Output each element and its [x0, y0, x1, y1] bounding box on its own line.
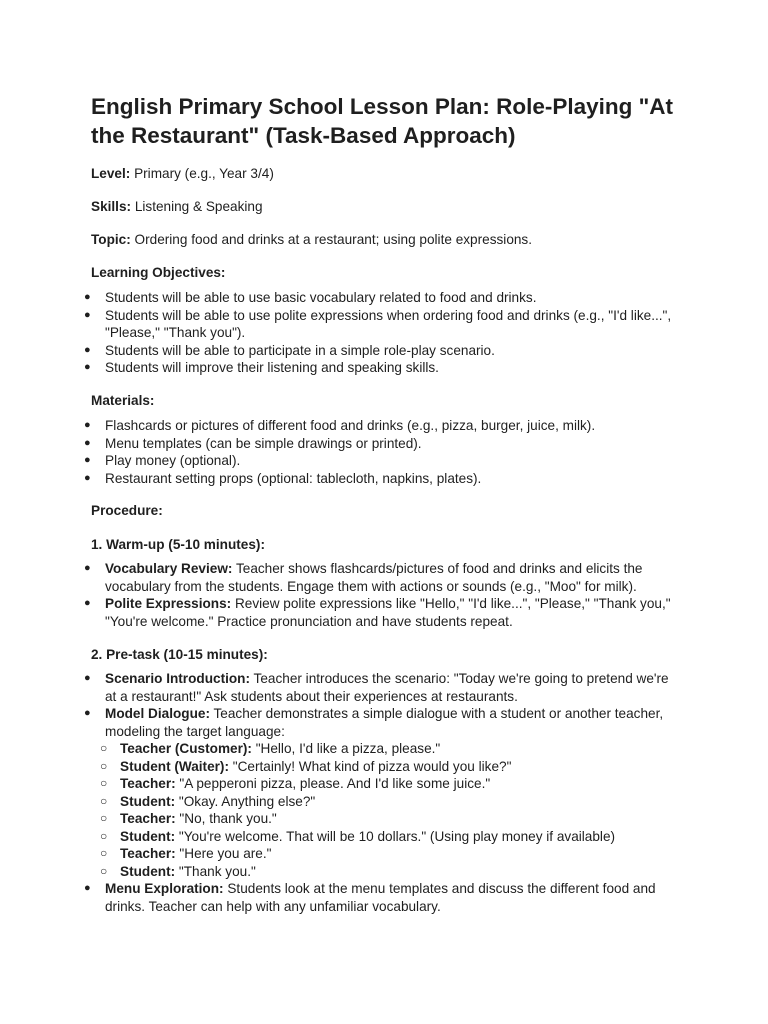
bullet-icon: ● [84, 707, 91, 719]
materials-heading: Materials: [91, 393, 155, 408]
list-item [0, 435, 680, 453]
level-value: Primary (e.g., Year 3/4) [130, 166, 274, 181]
circle-bullet-icon: ○ [100, 863, 108, 878]
bullet-icon: ● [84, 361, 91, 373]
bullet-icon: ● [84, 471, 91, 484]
warmup-heading: 1. Warm-up (5-10 minutes): [91, 537, 265, 552]
dialogue-text: "Certainly! What kind of pizza would you like?" [229, 758, 512, 774]
dialogue-text: "Here you are." [175, 846, 272, 861]
item-label: Menu Exploration: [105, 881, 224, 896]
list-item [0, 670, 680, 705]
item-text: Teacher shows flashcards/pictures of food and drinks and elicits the vocabulary from the students. Engage them with actions or sounds (e.g., "Moo" for milk). [105, 561, 643, 594]
dialogue-text: "A pepperoni pizza, please. And I'd like some juice." [175, 776, 491, 791]
list-item [0, 359, 680, 377]
objective-text: Students will be able to use polite expressions when ordering food and drinks (e.g., "I'd like...", "Please," "Thank you"). [105, 307, 672, 340]
item-label: Vocabulary Review: [105, 561, 233, 576]
topic-label: Topic: [91, 232, 131, 247]
dialogue-text: "Thank you." [175, 863, 256, 879]
bullet-icon: ● [84, 454, 91, 466]
circle-bullet-icon: ○ [100, 846, 108, 860]
dialogue-line [0, 845, 680, 863]
objectives-heading: Learning Objectives: [91, 265, 226, 280]
speaker-label: Teacher (Customer): [120, 741, 252, 756]
dialogue-text: "You're welcome. That will be 10 dollars." (Using play money if available) [175, 828, 616, 844]
item-label: Scenario Introduction: [105, 671, 251, 686]
circle-bullet-icon: ○ [100, 828, 108, 843]
dialogue-line [0, 775, 680, 793]
bullet-icon: ● [84, 436, 91, 449]
document-title: English Primary School Lesson Plan: Role-Playing "At the Restaurant" (Task-Based Approach) [91, 94, 674, 148]
dialogue-line [0, 828, 680, 846]
circle-bullet-icon: ○ [100, 776, 108, 790]
list-item [0, 595, 680, 630]
material-text: Play money (optional). [105, 453, 241, 468]
list-item [0, 307, 680, 342]
bullet-icon: ● [84, 343, 91, 356]
dialogue-text: "Hello, I'd like a pizza, please." [251, 741, 441, 756]
circle-bullet-icon: ○ [100, 811, 108, 825]
item-label: Polite Expressions: [105, 596, 232, 611]
skills-field [91, 198, 263, 215]
warmup-list [0, 560, 700, 630]
level-field [91, 165, 274, 182]
dialogue-text: "No, thank you." [175, 811, 277, 826]
speaker-label: Teacher: [120, 776, 176, 791]
objective-text: Students will be able to use basic vocabulary related to food and drinks. [105, 290, 537, 305]
dialogue-text: "Okay. Anything else?" [175, 793, 316, 809]
item-label: Model Dialogue: [105, 706, 210, 721]
pretask-list [0, 670, 700, 915]
item-text: Students look at the menu templates and discuss the different food and drinks. Teacher can help with any unfamiliar vocabulary. [105, 881, 656, 914]
dialogue-line [0, 863, 680, 881]
dialogue-list [0, 740, 680, 880]
item-text: Teacher introduces the scenario: "Today we're going to pretend we're at a restaurant!" Ask students about their experiences at restaurants. [105, 671, 669, 704]
bullet-icon: ● [84, 672, 91, 684]
bullet-icon: ● [84, 882, 91, 894]
speaker-label: Student: [120, 828, 176, 844]
bullet-icon: ● [84, 597, 91, 609]
list-item [0, 417, 680, 435]
list-item [0, 705, 680, 880]
dialogue-line [0, 793, 680, 811]
objective-text: Students will be able to participate in a simple role-play scenario. [105, 342, 495, 358]
skills-label: Skills: [91, 199, 132, 214]
objectives-list [0, 289, 700, 377]
bullet-icon: ● [84, 419, 91, 431]
dialogue-line [0, 740, 680, 758]
dialogue-line [0, 758, 680, 776]
item-text: Teacher demonstrates a simple dialogue with a student or another teacher, modeling the target language: [105, 706, 664, 739]
list-item [0, 452, 680, 470]
list-item [0, 560, 680, 595]
speaker-label: Teacher: [120, 846, 176, 861]
bullet-icon: ● [84, 562, 91, 574]
pretask-heading: 2. Pre-task (10-15 minutes): [91, 647, 268, 662]
topic-field [91, 231, 532, 248]
circle-bullet-icon: ○ [100, 793, 108, 808]
item-text: Review polite expressions like "Hello," "I'd like...", "Please," "Thank you," "You're welcome." Practice pronunciation and have students repeat. [105, 596, 671, 629]
dialogue-line [0, 810, 680, 828]
materials-list [0, 417, 700, 487]
speaker-label: Student: [120, 793, 176, 809]
list-item [0, 470, 680, 488]
material-text: Flashcards or pictures of different food and drinks (e.g., pizza, burger, juice, milk). [105, 418, 596, 433]
procedure-heading: Procedure: [91, 503, 163, 518]
circle-bullet-icon: ○ [100, 758, 108, 773]
objective-text: Students will improve their listening and speaking skills. [105, 360, 439, 375]
list-item [0, 880, 680, 915]
list-item [0, 289, 680, 307]
skills-value: Listening & Speaking [131, 199, 263, 214]
speaker-label: Student: [120, 863, 176, 879]
speaker-label: Teacher: [120, 811, 176, 826]
speaker-label: Student (Waiter): [120, 758, 229, 774]
topic-value: Ordering food and drinks at a restaurant; using polite expressions. [130, 232, 533, 247]
material-text: Menu templates (can be simple drawings or printed). [105, 435, 422, 451]
bullet-icon: ● [84, 308, 91, 321]
circle-bullet-icon: ○ [100, 741, 108, 755]
bullet-icon: ● [84, 291, 91, 303]
list-item [0, 342, 680, 360]
level-label: Level: [91, 166, 131, 181]
material-text: Restaurant setting props (optional: tablecloth, napkins, plates). [105, 470, 482, 486]
